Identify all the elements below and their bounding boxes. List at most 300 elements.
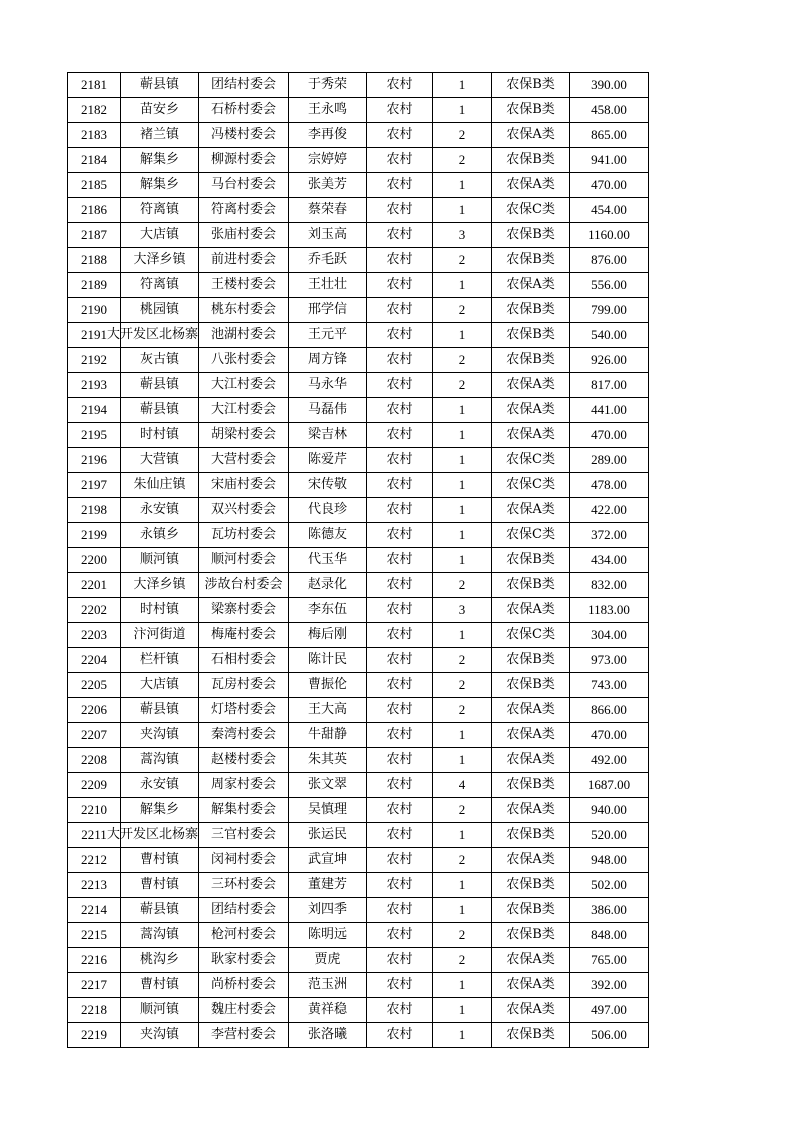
area-type-cell: 农村 <box>367 123 433 148</box>
amount-cell: 948.00 <box>570 848 649 873</box>
table-row <box>68 298 649 323</box>
person-name-cell: 范玉洲 <box>289 973 367 998</box>
village-committee-cell: 周家村委会 <box>199 773 289 798</box>
person-name-cell: 李东伍 <box>289 598 367 623</box>
table-row <box>68 473 649 498</box>
village-committee-cell: 灯塔村委会 <box>199 698 289 723</box>
person-name-cell: 赵录化 <box>289 573 367 598</box>
person-name-cell: 曹振伦 <box>289 673 367 698</box>
table-row <box>68 148 649 173</box>
person-name-cell: 刘四季 <box>289 898 367 923</box>
household-count-cell: 1 <box>433 548 492 573</box>
town-cell: 大泽乡镇 <box>121 248 199 273</box>
person-name-cell: 董建芳 <box>289 873 367 898</box>
household-count-cell: 1 <box>433 998 492 1023</box>
person-name-cell: 王永鸣 <box>289 98 367 123</box>
person-name-cell: 梅后刚 <box>289 623 367 648</box>
person-name-cell: 黄祥稳 <box>289 998 367 1023</box>
insurance-category-cell: 农保A类 <box>492 973 570 998</box>
town-cell: 永安镇 <box>121 773 199 798</box>
row-number-cell: 2200 <box>68 548 121 573</box>
table-row <box>68 248 649 273</box>
village-committee-cell: 赵楼村委会 <box>199 748 289 773</box>
household-count-cell: 1 <box>433 823 492 848</box>
insurance-category-cell: 农保B类 <box>492 823 570 848</box>
row-number-cell: 2182 <box>68 98 121 123</box>
village-committee-cell: 大营村委会 <box>199 448 289 473</box>
village-committee-cell: 八张村委会 <box>199 348 289 373</box>
insurance-category-cell: 农保A类 <box>492 948 570 973</box>
person-name-cell: 陈明远 <box>289 923 367 948</box>
amount-cell: 743.00 <box>570 673 649 698</box>
village-committee-cell: 耿家村委会 <box>199 948 289 973</box>
household-count-cell: 1 <box>433 448 492 473</box>
amount-cell: 765.00 <box>570 948 649 973</box>
insurance-category-cell: 农保A类 <box>492 598 570 623</box>
insurance-category-cell: 农保B类 <box>492 348 570 373</box>
table-row <box>68 698 649 723</box>
town-cell: 蕲县镇 <box>121 398 199 423</box>
person-name-cell: 张运民 <box>289 823 367 848</box>
insurance-category-cell: 农保C类 <box>492 473 570 498</box>
town-cell: 蕲县镇 <box>121 898 199 923</box>
table-row <box>68 198 649 223</box>
village-committee-cell: 桃东村委会 <box>199 298 289 323</box>
table-row <box>68 423 649 448</box>
household-count-cell: 1 <box>433 723 492 748</box>
row-number-cell: 2198 <box>68 498 121 523</box>
household-count-cell: 3 <box>433 223 492 248</box>
row-number-cell: 2181 <box>68 73 121 98</box>
amount-cell: 390.00 <box>570 73 649 98</box>
table-row <box>68 398 649 423</box>
table-row <box>68 973 649 998</box>
town-cell: 朱仙庄镇 <box>121 473 199 498</box>
amount-cell: 556.00 <box>570 273 649 298</box>
amount-cell: 973.00 <box>570 648 649 673</box>
household-count-cell: 2 <box>433 373 492 398</box>
insurance-category-cell: 农保B类 <box>492 573 570 598</box>
insurance-category-cell: 农保B类 <box>492 898 570 923</box>
village-committee-cell: 池湖村委会 <box>199 323 289 348</box>
row-number-cell: 2212 <box>68 848 121 873</box>
area-type-cell: 农村 <box>367 473 433 498</box>
amount-cell: 441.00 <box>570 398 649 423</box>
insurance-category-cell: 农保B类 <box>492 873 570 898</box>
table-row <box>68 873 649 898</box>
household-count-cell: 2 <box>433 348 492 373</box>
town-cell: 蒿沟镇 <box>121 748 199 773</box>
insurance-category-cell: 农保B类 <box>492 148 570 173</box>
household-count-cell: 1 <box>433 748 492 773</box>
village-committee-cell: 瓦房村委会 <box>199 673 289 698</box>
insurance-category-cell: 农保C类 <box>492 198 570 223</box>
amount-cell: 392.00 <box>570 973 649 998</box>
row-number-cell: 2196 <box>68 448 121 473</box>
insurance-category-cell: 农保B类 <box>492 673 570 698</box>
person-name-cell: 陈德友 <box>289 523 367 548</box>
area-type-cell: 农村 <box>367 623 433 648</box>
area-type-cell: 农村 <box>367 848 433 873</box>
household-count-cell: 1 <box>433 498 492 523</box>
village-committee-cell: 三环村委会 <box>199 873 289 898</box>
town-cell: 蕲县镇 <box>121 73 199 98</box>
amount-cell: 866.00 <box>570 698 649 723</box>
village-committee-cell: 马台村委会 <box>199 173 289 198</box>
village-committee-cell: 闵祠村委会 <box>199 848 289 873</box>
area-type-cell: 农村 <box>367 223 433 248</box>
area-type-cell: 农村 <box>367 998 433 1023</box>
town-cell: 夹沟镇 <box>121 1023 199 1048</box>
table-row <box>68 223 649 248</box>
row-number-cell: 2199 <box>68 523 121 548</box>
town-cell: 桃沟乡 <box>121 948 199 973</box>
row-number-cell: 2191 <box>68 323 121 348</box>
town-cell: 时村镇 <box>121 598 199 623</box>
town-cell: 大店镇 <box>121 673 199 698</box>
row-number-cell: 2190 <box>68 298 121 323</box>
village-committee-cell: 李营村委会 <box>199 1023 289 1048</box>
village-committee-cell: 大江村委会 <box>199 373 289 398</box>
row-number-cell: 2206 <box>68 698 121 723</box>
insurance-category-cell: 农保A类 <box>492 798 570 823</box>
person-name-cell: 刘玉高 <box>289 223 367 248</box>
insurance-category-cell: 农保B类 <box>492 223 570 248</box>
records-table <box>67 72 649 1048</box>
person-name-cell: 梁吉林 <box>289 423 367 448</box>
table-body <box>68 73 649 1048</box>
row-number-cell: 2214 <box>68 898 121 923</box>
amount-cell: 470.00 <box>570 723 649 748</box>
row-number-cell: 2197 <box>68 473 121 498</box>
row-number-cell: 2186 <box>68 198 121 223</box>
insurance-category-cell: 农保B类 <box>492 323 570 348</box>
table-row <box>68 73 649 98</box>
insurance-category-cell: 农保A类 <box>492 698 570 723</box>
town-cell: 解集乡 <box>121 798 199 823</box>
row-number-cell: 2185 <box>68 173 121 198</box>
row-number-cell: 2215 <box>68 923 121 948</box>
row-number-cell: 2207 <box>68 723 121 748</box>
row-number-cell: 2189 <box>68 273 121 298</box>
row-number-cell: 2219 <box>68 1023 121 1048</box>
amount-cell: 1687.00 <box>570 773 649 798</box>
amount-cell: 941.00 <box>570 148 649 173</box>
household-count-cell: 1 <box>433 473 492 498</box>
person-name-cell: 朱其英 <box>289 748 367 773</box>
household-count-cell: 2 <box>433 848 492 873</box>
person-name-cell: 王元平 <box>289 323 367 348</box>
household-count-cell: 1 <box>433 273 492 298</box>
person-name-cell: 陈爱芹 <box>289 448 367 473</box>
town-cell: 顺河镇 <box>121 998 199 1023</box>
town-cell: 时村镇 <box>121 423 199 448</box>
village-committee-cell: 大江村委会 <box>199 398 289 423</box>
insurance-category-cell: 农保C类 <box>492 623 570 648</box>
person-name-cell: 周方锋 <box>289 348 367 373</box>
row-number-cell: 2208 <box>68 748 121 773</box>
household-count-cell: 1 <box>433 398 492 423</box>
area-type-cell: 农村 <box>367 173 433 198</box>
insurance-category-cell: 农保A类 <box>492 423 570 448</box>
town-cell: 曹村镇 <box>121 848 199 873</box>
town-cell: 永镇乡 <box>121 523 199 548</box>
table-row <box>68 948 649 973</box>
town-cell: 汴河街道 <box>121 623 199 648</box>
area-type-cell: 农村 <box>367 698 433 723</box>
row-number-cell: 2211 <box>68 823 121 848</box>
table-row <box>68 673 649 698</box>
village-committee-cell: 梅庵村委会 <box>199 623 289 648</box>
area-type-cell: 农村 <box>367 873 433 898</box>
table-row <box>68 273 649 298</box>
table-row <box>68 848 649 873</box>
town-cell: 大营镇 <box>121 448 199 473</box>
area-type-cell: 农村 <box>367 523 433 548</box>
insurance-category-cell: 农保B类 <box>492 548 570 573</box>
person-name-cell: 武宣坤 <box>289 848 367 873</box>
table-row <box>68 648 649 673</box>
household-count-cell: 2 <box>433 648 492 673</box>
row-number-cell: 2194 <box>68 398 121 423</box>
town-cell: 蒿沟镇 <box>121 923 199 948</box>
amount-cell: 520.00 <box>570 823 649 848</box>
table-row <box>68 898 649 923</box>
area-type-cell: 农村 <box>367 273 433 298</box>
village-committee-cell: 冯楼村委会 <box>199 123 289 148</box>
row-number-cell: 2216 <box>68 948 121 973</box>
village-committee-cell: 团结村委会 <box>199 73 289 98</box>
amount-cell: 492.00 <box>570 748 649 773</box>
area-type-cell: 农村 <box>367 373 433 398</box>
insurance-category-cell: 农保B类 <box>492 923 570 948</box>
area-type-cell: 农村 <box>367 748 433 773</box>
town-cell: 灰古镇 <box>121 348 199 373</box>
insurance-category-cell: 农保B类 <box>492 773 570 798</box>
area-type-cell: 农村 <box>367 648 433 673</box>
amount-cell: 817.00 <box>570 373 649 398</box>
person-name-cell: 于秀荣 <box>289 73 367 98</box>
area-type-cell: 农村 <box>367 298 433 323</box>
row-number-cell: 2218 <box>68 998 121 1023</box>
table-row <box>68 448 649 473</box>
insurance-category-cell: 农保C类 <box>492 448 570 473</box>
amount-cell: 1183.00 <box>570 598 649 623</box>
amount-cell: 478.00 <box>570 473 649 498</box>
person-name-cell: 代良珍 <box>289 498 367 523</box>
area-type-cell: 农村 <box>367 823 433 848</box>
village-committee-cell: 枪河村委会 <box>199 923 289 948</box>
household-count-cell: 2 <box>433 123 492 148</box>
area-type-cell: 农村 <box>367 423 433 448</box>
table-row <box>68 773 649 798</box>
area-type-cell: 农村 <box>367 773 433 798</box>
row-number-cell: 2213 <box>68 873 121 898</box>
insurance-category-cell: 农保B类 <box>492 248 570 273</box>
town-cell: 解集乡 <box>121 173 199 198</box>
table-row <box>68 348 649 373</box>
town-cell: 夹沟镇 <box>121 723 199 748</box>
person-name-cell: 宗婷婷 <box>289 148 367 173</box>
town-cell: 大开发区北杨寨 <box>121 323 199 348</box>
household-count-cell: 2 <box>433 673 492 698</box>
row-number-cell: 2201 <box>68 573 121 598</box>
insurance-category-cell: 农保B类 <box>492 73 570 98</box>
insurance-category-cell: 农保A类 <box>492 173 570 198</box>
village-committee-cell: 涉故台村委会 <box>199 573 289 598</box>
household-count-cell: 1 <box>433 623 492 648</box>
amount-cell: 502.00 <box>570 873 649 898</box>
amount-cell: 372.00 <box>570 523 649 548</box>
village-committee-cell: 梁寨村委会 <box>199 598 289 623</box>
table-row <box>68 723 649 748</box>
village-committee-cell: 解集村委会 <box>199 798 289 823</box>
household-count-cell: 1 <box>433 198 492 223</box>
household-count-cell: 1 <box>433 873 492 898</box>
person-name-cell: 张美芳 <box>289 173 367 198</box>
amount-cell: 497.00 <box>570 998 649 1023</box>
row-number-cell: 2195 <box>68 423 121 448</box>
person-name-cell: 张洛曦 <box>289 1023 367 1048</box>
table-row <box>68 123 649 148</box>
village-committee-cell: 双兴村委会 <box>199 498 289 523</box>
row-number-cell: 2183 <box>68 123 121 148</box>
insurance-category-cell: 农保B类 <box>492 298 570 323</box>
row-number-cell: 2203 <box>68 623 121 648</box>
person-name-cell: 王大高 <box>289 698 367 723</box>
table-row <box>68 1023 649 1048</box>
table-row <box>68 923 649 948</box>
village-committee-cell: 柳源村委会 <box>199 148 289 173</box>
village-committee-cell: 团结村委会 <box>199 898 289 923</box>
amount-cell: 876.00 <box>570 248 649 273</box>
insurance-category-cell: 农保A类 <box>492 398 570 423</box>
row-number-cell: 2193 <box>68 373 121 398</box>
insurance-category-cell: 农保A类 <box>492 748 570 773</box>
person-name-cell: 马永华 <box>289 373 367 398</box>
person-name-cell: 李再俊 <box>289 123 367 148</box>
amount-cell: 434.00 <box>570 548 649 573</box>
household-count-cell: 4 <box>433 773 492 798</box>
household-count-cell: 1 <box>433 173 492 198</box>
area-type-cell: 农村 <box>367 148 433 173</box>
household-count-cell: 3 <box>433 598 492 623</box>
area-type-cell: 农村 <box>367 673 433 698</box>
person-name-cell: 马磊伟 <box>289 398 367 423</box>
person-name-cell: 宋传敬 <box>289 473 367 498</box>
household-count-cell: 1 <box>433 523 492 548</box>
row-number-cell: 2204 <box>68 648 121 673</box>
village-committee-cell: 瓦坊村委会 <box>199 523 289 548</box>
table-row <box>68 748 649 773</box>
table-row <box>68 998 649 1023</box>
area-type-cell: 农村 <box>367 598 433 623</box>
table-row <box>68 823 649 848</box>
household-count-cell: 2 <box>433 923 492 948</box>
town-cell: 大泽乡镇 <box>121 573 199 598</box>
village-committee-cell: 尚桥村委会 <box>199 973 289 998</box>
table-row <box>68 373 649 398</box>
amount-cell: 540.00 <box>570 323 649 348</box>
area-type-cell: 农村 <box>367 398 433 423</box>
row-number-cell: 2210 <box>68 798 121 823</box>
village-committee-cell: 胡梁村委会 <box>199 423 289 448</box>
insurance-category-cell: 农保A类 <box>492 848 570 873</box>
person-name-cell: 乔毛跃 <box>289 248 367 273</box>
town-cell: 顺河镇 <box>121 548 199 573</box>
person-name-cell: 陈计民 <box>289 648 367 673</box>
area-type-cell: 农村 <box>367 948 433 973</box>
amount-cell: 422.00 <box>570 498 649 523</box>
village-committee-cell: 石桥村委会 <box>199 98 289 123</box>
area-type-cell: 农村 <box>367 923 433 948</box>
area-type-cell: 农村 <box>367 498 433 523</box>
table-row <box>68 573 649 598</box>
household-count-cell: 1 <box>433 423 492 448</box>
town-cell: 桃园镇 <box>121 298 199 323</box>
table-row <box>68 798 649 823</box>
person-name-cell: 邢学信 <box>289 298 367 323</box>
amount-cell: 470.00 <box>570 423 649 448</box>
person-name-cell: 吴慎理 <box>289 798 367 823</box>
insurance-category-cell: 农保A类 <box>492 273 570 298</box>
insurance-category-cell: 农保B类 <box>492 1023 570 1048</box>
person-name-cell: 代玉华 <box>289 548 367 573</box>
amount-cell: 506.00 <box>570 1023 649 1048</box>
household-count-cell: 1 <box>433 973 492 998</box>
amount-cell: 458.00 <box>570 98 649 123</box>
area-type-cell: 农村 <box>367 573 433 598</box>
village-committee-cell: 宋庙村委会 <box>199 473 289 498</box>
village-committee-cell: 三官村委会 <box>199 823 289 848</box>
person-name-cell: 王壮壮 <box>289 273 367 298</box>
row-number-cell: 2188 <box>68 248 121 273</box>
village-committee-cell: 符离村委会 <box>199 198 289 223</box>
town-cell: 符离镇 <box>121 273 199 298</box>
village-committee-cell: 王楼村委会 <box>199 273 289 298</box>
area-type-cell: 农村 <box>367 448 433 473</box>
person-name-cell: 蔡荣春 <box>289 198 367 223</box>
area-type-cell: 农村 <box>367 98 433 123</box>
household-count-cell: 1 <box>433 323 492 348</box>
household-count-cell: 1 <box>433 98 492 123</box>
household-count-cell: 2 <box>433 148 492 173</box>
amount-cell: 1160.00 <box>570 223 649 248</box>
village-committee-cell: 魏庄村委会 <box>199 998 289 1023</box>
table-row <box>68 523 649 548</box>
town-cell: 永安镇 <box>121 498 199 523</box>
village-committee-cell: 张庙村委会 <box>199 223 289 248</box>
town-cell: 栏杆镇 <box>121 648 199 673</box>
amount-cell: 386.00 <box>570 898 649 923</box>
household-count-cell: 2 <box>433 248 492 273</box>
household-count-cell: 2 <box>433 573 492 598</box>
village-committee-cell: 前进村委会 <box>199 248 289 273</box>
amount-cell: 304.00 <box>570 623 649 648</box>
person-name-cell: 张文翠 <box>289 773 367 798</box>
area-type-cell: 农村 <box>367 723 433 748</box>
town-cell: 褚兰镇 <box>121 123 199 148</box>
area-type-cell: 农村 <box>367 548 433 573</box>
row-number-cell: 2217 <box>68 973 121 998</box>
amount-cell: 470.00 <box>570 173 649 198</box>
area-type-cell: 农村 <box>367 248 433 273</box>
town-cell: 苗安乡 <box>121 98 199 123</box>
town-cell: 曹村镇 <box>121 973 199 998</box>
person-name-cell: 牛甜静 <box>289 723 367 748</box>
household-count-cell: 1 <box>433 898 492 923</box>
table-row <box>68 623 649 648</box>
